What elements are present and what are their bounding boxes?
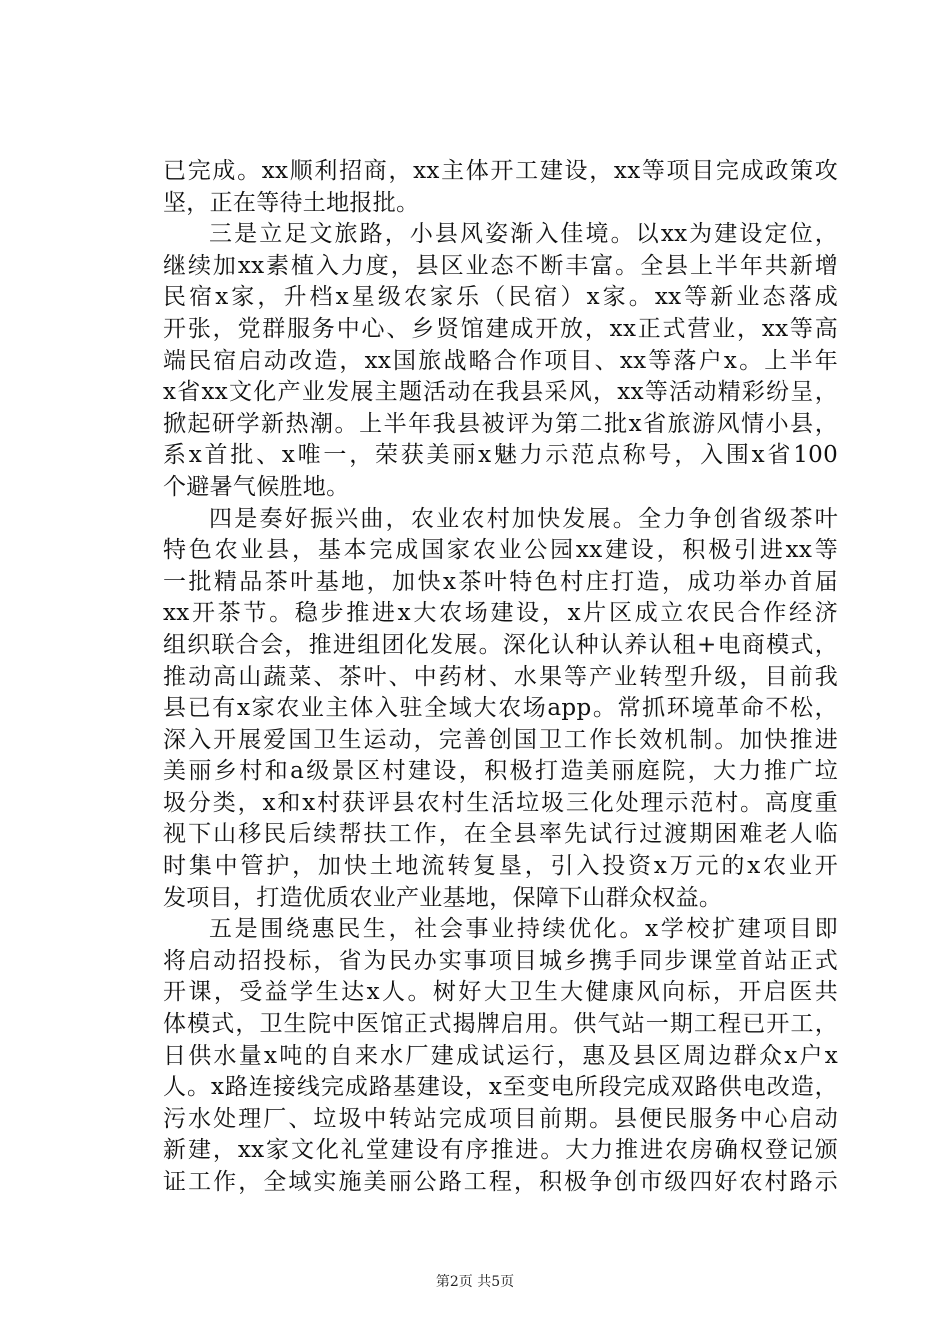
text-line: 三是立足文旅路，小县风姿渐入佳境。以xx为建设定位， xyxy=(209,221,838,248)
text-line: 端民宿启动改造，xx国旅战略合作项目、xx等落户x。上半年 xyxy=(163,347,838,374)
text-line: 人。x路连接线完成路基建设，x至变电所段完成双路供电改造， xyxy=(163,1074,838,1101)
text-line: 推动高山蔬菜、茶叶、中药材、水果等产业转型升级，目前我 xyxy=(163,663,838,690)
text-line: 特色农业县，基本完成国家农业公园xx建设，积极引进xx等 xyxy=(163,537,838,564)
text-line: 开课，受益学生达x人。树好大卫生大健康风向标，开启医共 xyxy=(163,979,838,1006)
text-line: 证工作，全域实施美丽公路工程，积极争创市级四好农村路示 xyxy=(163,1169,838,1195)
text-line: 继续加xx素植入力度，县区业态不断丰富。全县上半年共新增 xyxy=(163,252,838,279)
text-line: 民宿x家，升档x星级农家乐（民宿）x家。xx等新业态落成 xyxy=(163,284,838,311)
text-line: 坚，正在等待土地报批。 xyxy=(163,189,420,216)
text-line: 掀起研学新热潮。上半年我县被评为第二批x省旅游风情小县， xyxy=(163,410,838,437)
text-line: 四是奏好振兴曲，农业农村加快发展。全力争创省级茶叶 xyxy=(209,505,838,532)
text-line: 组织联合会，推进组团化发展。深化认种认养认租+电商模式， xyxy=(163,631,838,658)
text-line: 视下山移民后续帮扶工作，在全县率先试行过渡期困难老人临 xyxy=(163,821,838,848)
text-line: 新建，xx家文化礼堂建设有序推进。大力推进农房确权登记颁 xyxy=(163,1137,838,1164)
text-line: 个避暑气候胜地。 xyxy=(163,473,350,500)
text-line: 一批精品茶叶基地，加快x茶叶特色村庄打造，成功举办首届 xyxy=(163,568,838,595)
text-line: 已完成。xx顺利招商，xx主体开工建设，xx等项目完成政策攻 xyxy=(163,158,838,184)
paragraph xyxy=(163,914,838,1198)
text-line: 体模式，卫生院中医馆正式揭牌启用。供气站一期工程已开工， xyxy=(163,1011,838,1038)
text-line: x省xx文化产业发展主题活动在我县采风，xx等活动精彩纷呈， xyxy=(163,379,838,406)
text-line: 发项目，打造优质农业产业基地，保障下山群众权益。 xyxy=(163,884,723,911)
text-line: 开张，党群服务中心、乡贤馆建成开放，xx正式营业，xx等高 xyxy=(163,315,838,342)
paragraph xyxy=(163,156,838,219)
paragraph xyxy=(163,504,838,915)
text-line: 圾分类，x和x村获评县农村生活垃圾三化处理示范村。高度重 xyxy=(163,789,838,816)
page-number-footer: 第2页 共5页 xyxy=(435,1274,515,1290)
paragraph xyxy=(163,219,838,503)
text-line: 五是围绕惠民生，社会事业持续优化。x学校扩建项目即 xyxy=(209,916,838,943)
text-line: 日供水量x吨的自来水厂建成试运行，惠及县区周边群众x户x xyxy=(163,1042,838,1069)
text-line: 美丽乡村和a级景区村建设，积极打造美丽庭院，大力推广垃 xyxy=(163,758,838,785)
text-line: 时集中管护，加快土地流转复垦，引入投资x万元的x农业开 xyxy=(163,853,838,880)
text-line: 污水处理厂、垃圾中转站完成项目前期。县便民服务中心启动 xyxy=(163,1105,838,1132)
text-line: 县已有x家农业主体入驻全域大农场app。常抓环境革命不松， xyxy=(163,695,838,722)
text-line: 系x首批、x唯一，荣获美丽x魅力示范点称号，入围x省100 xyxy=(163,442,838,469)
text-line: 将启动招投标，省为民办实事项目城乡携手同步课堂首站正式 xyxy=(163,947,838,974)
text-line: 深入开展爱国卫生运动，完善创国卫工作长效机制。加快推进 xyxy=(163,726,838,753)
text-line: xx开茶节。稳步推进x大农场建设，x片区成立农民合作经济 xyxy=(163,600,838,627)
document-body xyxy=(163,156,838,1199)
